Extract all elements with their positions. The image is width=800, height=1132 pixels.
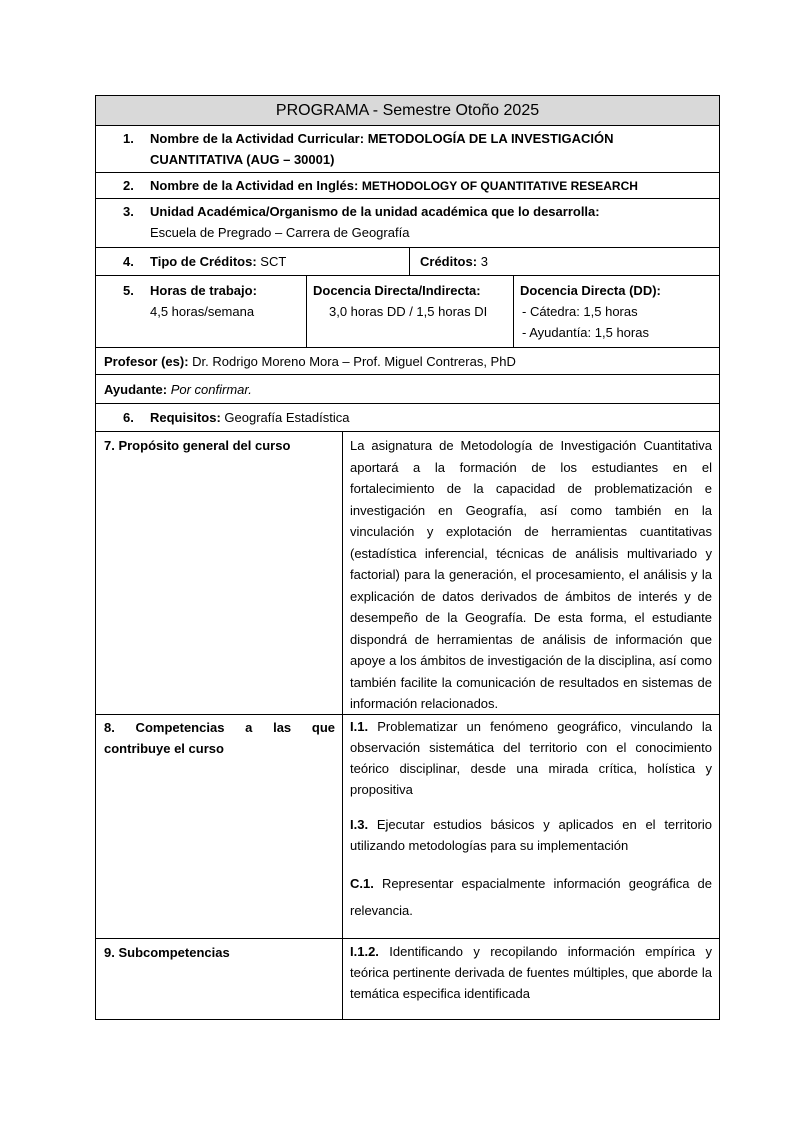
academic-unit-label: Unidad Académica/Organismo de la unidad académica que lo desarrolla: xyxy=(150,204,600,219)
work-hours-value: 4,5 horas/semana xyxy=(150,304,255,319)
item-number: 1. xyxy=(123,131,134,146)
row-activity-english xyxy=(95,173,720,199)
item-number: 3. xyxy=(123,204,134,219)
work-hours-label: Horas de trabajo: xyxy=(150,283,257,298)
direct-indirect-label: Docencia Directa/Indirecta: xyxy=(313,283,481,298)
assistant-label: Ayudante: xyxy=(104,382,168,397)
competency-text: Representar espacialmente información geográfica de relevancia. xyxy=(350,876,712,918)
activity-name-label: Nombre de la Actividad Curricular: xyxy=(150,131,365,146)
row-work-hours xyxy=(95,276,720,348)
requirements-label: Requisitos: xyxy=(150,410,221,425)
direct-indirect-value: 3,0 horas DD / 1,5 horas DI xyxy=(329,304,488,319)
row-credit-type xyxy=(95,248,720,276)
item-number: 6. xyxy=(123,410,134,425)
direct-teaching-item: - Ayudantía: 1,5 horas xyxy=(522,325,649,340)
purpose-label: 7. Propósito general del curso xyxy=(104,438,291,453)
competency-item xyxy=(350,814,712,856)
requirements-value: Geografía Estadística xyxy=(224,410,350,425)
row-academic-unit xyxy=(95,199,720,248)
competencies-label: 8. Competencias a las que contribuye el curso xyxy=(104,720,335,756)
competency-item xyxy=(350,870,712,924)
row-activity-name xyxy=(95,126,720,173)
competency-code: I.3. xyxy=(350,817,369,832)
row-assistant xyxy=(95,375,720,404)
direct-teaching-label: Docencia Directa (DD): xyxy=(520,283,661,298)
item-number: 2. xyxy=(123,178,134,193)
professors-label: Profesor (es): xyxy=(104,354,189,369)
activity-name-value-2: CUANTITATIVA (AUG – 30001) xyxy=(150,152,335,167)
item-number: 4. xyxy=(123,254,134,269)
competency-text: Ejecutar estudios básicos y aplicados en el territorio utilizando metodologías para su implementación xyxy=(350,817,712,853)
purpose-text: La asignatura de Metodología de Investigación Cuantitativa aportará a la formación de los estudiantes en el fortalecimiento de la capacidad de problematización e investigación en Geografía, así como también en la vinculación y explotación de herramientas cuantitativas (estadística inferencial, técnicas de análisis multivariado y factorial) para la generación, el procesamiento, el análisis y la explicación de datos derivados de ámbitos de interés y de desempeño de la Geografía. De esta forma, el estudiante dispondrá de herramientas de análisis de información que apoye a los ámbitos de investigación de la disciplina, así como también facilite la comunicación de resultados en sistemas de información relacionados. xyxy=(342,432,719,714)
competency-code: C.1. xyxy=(350,876,374,891)
activity-english-label: Nombre de la Actividad en Inglés: xyxy=(150,178,359,193)
row-subcompetencies xyxy=(95,939,720,1020)
activity-name-value: METODOLOGÍA DE LA INVESTIGACIÓN xyxy=(367,131,614,146)
competency-text: Problematizar un fenómeno geográfico, vinculando la observación sistemática del territorio con el conocimiento teórico disciplinar, desde una mirada crítica, holística y propositiva xyxy=(350,719,712,797)
row-professors xyxy=(95,348,720,375)
item-number: 5. xyxy=(123,283,134,298)
competency-item xyxy=(350,716,712,800)
row-requirements xyxy=(95,404,720,432)
row-purpose xyxy=(95,432,720,715)
row-competencies xyxy=(95,715,720,939)
subcompetency-text: Identificando y recopilando información empírica y teórica pertinente derivada de fuentes múltiples, que aborde la temática especifica identificada xyxy=(350,944,712,1001)
assistant-value: Por confirmar. xyxy=(170,382,252,397)
page-title: PROGRAMA - Semestre Otoño 2025 xyxy=(275,102,540,119)
program-table xyxy=(95,95,720,1020)
subcompetency-code: I.1.2. xyxy=(350,944,379,959)
professors-value: Dr. Rodrigo Moreno Mora – Prof. Miguel Contreras, PhD xyxy=(192,354,516,369)
competency-code: I.1. xyxy=(350,719,369,734)
subcompetencies-label: 9. Subcompetencias xyxy=(104,945,230,960)
direct-teaching-item: - Cátedra: 1,5 horas xyxy=(522,304,638,319)
table-title-row xyxy=(95,95,720,126)
credit-type-label: Tipo de Créditos: xyxy=(150,254,257,269)
credits-label: Créditos: xyxy=(420,254,478,269)
credits-value: 3 xyxy=(480,254,488,269)
activity-english-value: METHODOLOGY OF QUANTITATIVE RESEARCH xyxy=(361,179,638,193)
academic-unit-value: Escuela de Pregrado – Carrera de Geografía xyxy=(150,225,410,240)
credit-type-value: SCT xyxy=(260,254,287,269)
